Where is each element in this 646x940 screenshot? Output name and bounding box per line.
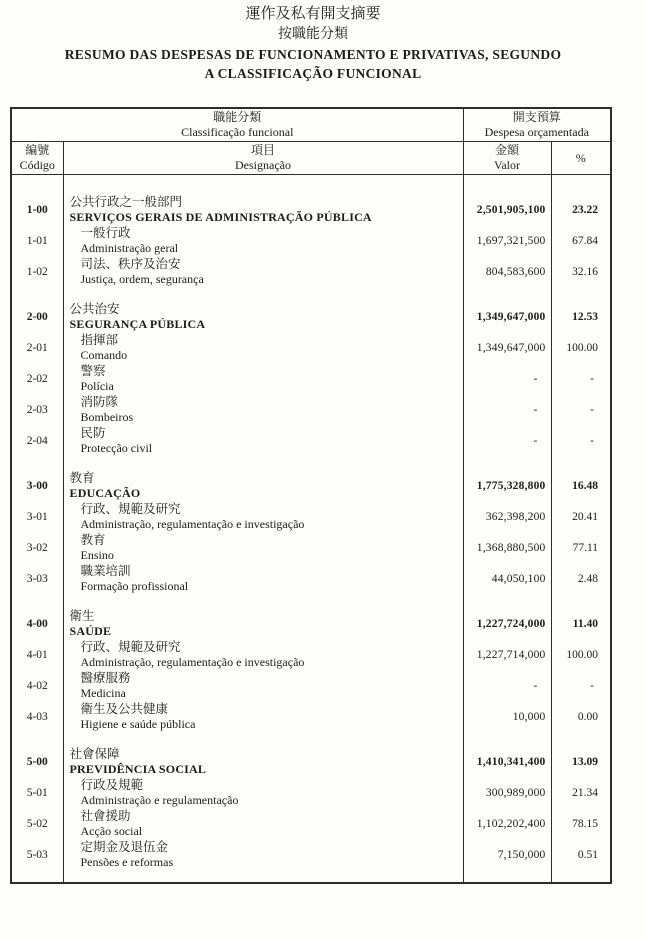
table-body (11, 175, 611, 884)
row-code: 4-02 (26, 679, 48, 692)
row-designation-zh: 消防隊 (80, 395, 119, 409)
row-designation-pt: SAÚDE (69, 624, 112, 638)
row-designation-pt: Administração, regulamentação e investigação (80, 655, 305, 669)
section-header-row (11, 456, 611, 501)
row-designation (63, 532, 463, 563)
row-amount: 1,227,724,000 (463, 594, 551, 639)
row-code: 3-01 (26, 510, 48, 523)
title-line-pt-2: A CLASSIFICAÇÃO FUNCIONAL (204, 66, 422, 82)
row-designation (63, 594, 463, 639)
header-classification-pt: Classificação funcional (181, 125, 294, 139)
row-designation-pt: EDUCAÇÃO (69, 486, 141, 500)
header-row-group (11, 108, 611, 142)
section-header-row (11, 287, 611, 332)
row-designation-zh: 定期金及退伍金 (80, 840, 169, 854)
table-row (11, 701, 611, 732)
table-row (11, 808, 611, 839)
row-percent: 20.41 (551, 501, 611, 532)
row-designation (63, 225, 463, 256)
row-amount: 1,349,647,000 (463, 287, 551, 332)
row-designation-zh: 教育 (69, 471, 95, 485)
row-code: 4-03 (26, 710, 48, 723)
row-percent: - (551, 670, 611, 701)
row-designation-zh: 社會援助 (80, 809, 131, 823)
row-code: 5-00 (26, 755, 48, 768)
row-designation-zh: 行政及規範 (80, 778, 144, 792)
row-code: 3-03 (26, 572, 48, 585)
header-designation (63, 142, 463, 175)
row-percent: 32.16 (551, 256, 611, 287)
row-designation-pt: Bombeiros (80, 410, 134, 424)
table-row (11, 670, 611, 701)
row-designation-pt: Administração, regulamentação e investigação (80, 517, 305, 531)
row-designation (63, 363, 463, 394)
row-designation-zh: 公共行政之一般部門 (69, 195, 183, 209)
row-designation-pt: Ensino (80, 548, 114, 562)
row-code: 4-01 (26, 648, 48, 661)
row-designation (63, 839, 463, 883)
row-designation (63, 456, 463, 501)
row-percent: 0.51 (551, 839, 611, 883)
row-designation-zh: 一般行政 (80, 226, 131, 240)
table-row (11, 225, 611, 256)
row-designation-pt: Administração e regulamentação (80, 793, 239, 807)
table-row (11, 256, 611, 287)
row-designation-pt: Acção social (80, 824, 143, 838)
header-code (11, 142, 63, 175)
section-header-row (11, 732, 611, 777)
row-amount: 362,398,200 (463, 501, 551, 532)
row-percent: 100.00 (551, 639, 611, 670)
header-percent: % (551, 142, 611, 175)
row-code: 2-01 (26, 341, 48, 354)
row-designation-zh: 行政、規範及研究 (80, 502, 181, 516)
row-percent: 21.34 (551, 777, 611, 808)
row-amount: - (463, 394, 551, 425)
row-amount: 1,349,647,000 (463, 332, 551, 363)
row-amount: 1,410,341,400 (463, 732, 551, 777)
row-percent: 13.09 (551, 732, 611, 777)
row-designation-pt: Administração geral (80, 241, 179, 255)
row-designation-pt: Comando (80, 348, 128, 362)
row-percent: - (551, 425, 611, 456)
row-percent: 77.11 (551, 532, 611, 563)
table-row (11, 532, 611, 563)
row-designation (63, 670, 463, 701)
header-amount (463, 142, 551, 175)
table-row (11, 639, 611, 670)
row-code: 2-00 (26, 310, 48, 323)
row-designation-pt: Higiene e saúde pública (80, 717, 196, 731)
header-budget-pt: Despesa orçamentada (484, 125, 589, 139)
row-percent: 23.22 (551, 175, 611, 226)
row-designation (63, 732, 463, 777)
header-amount-zh: 金額 (495, 143, 520, 157)
header-amount-pt: Valor (494, 158, 521, 172)
row-designation (63, 639, 463, 670)
row-percent: - (551, 363, 611, 394)
row-code: 2-03 (26, 403, 48, 416)
row-designation-pt: Protecção civil (80, 441, 153, 455)
row-percent: 11.40 (551, 594, 611, 639)
table-row (11, 332, 611, 363)
row-designation-pt: SERVIÇOS GERAIS DE ADMINISTRAÇÃO PÚBLICA (69, 210, 372, 224)
row-amount: 2,501,905,100 (463, 175, 551, 226)
row-designation (63, 287, 463, 332)
row-amount: - (463, 670, 551, 701)
table-row (11, 425, 611, 456)
row-percent: 78.15 (551, 808, 611, 839)
row-designation (63, 425, 463, 456)
row-code: 3-00 (26, 479, 48, 492)
table-row (11, 839, 611, 883)
row-designation-zh: 指揮部 (80, 333, 119, 347)
row-designation (63, 175, 463, 226)
row-code: 1-01 (26, 234, 48, 247)
row-designation-zh: 行政、規範及研究 (80, 640, 181, 654)
header-designation-zh: 項目 (251, 143, 276, 157)
table-row (11, 363, 611, 394)
row-designation-pt: Medicina (80, 686, 126, 700)
row-designation-pt: Justiça, ordem, segurança (80, 272, 204, 286)
row-code: 3-02 (26, 541, 48, 554)
table-row (11, 563, 611, 594)
header-designation-pt: Designação (235, 158, 291, 172)
table-row (11, 777, 611, 808)
row-designation-pt: Polícia (80, 379, 114, 393)
row-code: 5-01 (26, 786, 48, 799)
row-designation-zh: 警察 (80, 364, 106, 378)
row-designation-pt: SEGURANÇA PÚBLICA (69, 317, 206, 331)
row-amount: 1,697,321,500 (463, 225, 551, 256)
row-designation (63, 701, 463, 732)
row-code: 1-02 (26, 265, 48, 278)
row-amount: 10,000 (463, 701, 551, 732)
row-designation (63, 501, 463, 532)
row-percent: 12.53 (551, 287, 611, 332)
header-classification (11, 108, 463, 142)
title-block (5, 5, 621, 83)
row-amount: 44,050,100 (463, 563, 551, 594)
row-designation-pt: PREVIDÊNCIA SOCIAL (69, 762, 207, 776)
title-line-zh-2: 按職能分類 (278, 27, 348, 43)
row-percent: 0.00 (551, 701, 611, 732)
header-budget-zh: 開支預算 (512, 110, 561, 124)
row-designation-pt: Formação profissional (80, 579, 189, 593)
row-code: 2-02 (26, 372, 48, 385)
table-row (11, 501, 611, 532)
row-amount: 1,102,202,400 (463, 808, 551, 839)
row-amount: 300,989,000 (463, 777, 551, 808)
row-amount: - (463, 425, 551, 456)
row-code: 4-00 (26, 617, 48, 630)
row-percent: 67.84 (551, 225, 611, 256)
row-percent: 2.48 (551, 563, 611, 594)
header-row-columns (11, 142, 611, 175)
row-designation-zh: 醫療服務 (80, 671, 131, 685)
row-designation (63, 808, 463, 839)
row-percent: - (551, 394, 611, 425)
row-amount: 1,775,328,800 (463, 456, 551, 501)
row-code: 2-04 (26, 434, 48, 447)
row-amount: 1,227,714,000 (463, 639, 551, 670)
row-designation (63, 394, 463, 425)
row-amount: 804,583,600 (463, 256, 551, 287)
row-amount: 1,368,880,500 (463, 532, 551, 563)
row-code: 5-02 (26, 817, 48, 830)
row-amount: 7,150,000 (463, 839, 551, 883)
row-designation (63, 563, 463, 594)
title-line-zh-1: 運作及私有開支摘要 (245, 6, 381, 22)
row-code: 5-03 (26, 848, 48, 861)
row-designation-zh: 民防 (80, 426, 106, 440)
row-amount: - (463, 363, 551, 394)
row-designation-zh: 社會保障 (69, 747, 120, 761)
row-percent: 100.00 (551, 332, 611, 363)
budget-table (10, 107, 612, 884)
table-header (11, 108, 611, 175)
row-designation-pt: Pensões e reformas (80, 855, 174, 869)
row-percent: 16.48 (551, 456, 611, 501)
row-designation-zh: 衛生 (69, 609, 95, 623)
row-designation (63, 256, 463, 287)
header-budget (463, 108, 611, 142)
section-header-row (11, 594, 611, 639)
table-row (11, 394, 611, 425)
section-header-row (11, 175, 611, 226)
row-designation (63, 777, 463, 808)
row-designation-zh: 公共治安 (69, 302, 120, 316)
row-designation-zh: 衛生及公共健康 (80, 702, 169, 716)
header-code-zh: 編號 (25, 143, 50, 157)
row-designation-zh: 司法、秩序及治安 (80, 257, 181, 271)
row-designation (63, 332, 463, 363)
row-code: 1-00 (26, 203, 48, 216)
title-line-pt-1: RESUMO DAS DESPESAS DE FUNCIONAMENTO E PRIVATIVAS, SEGUNDO (64, 47, 562, 63)
header-classification-zh: 職能分類 (213, 110, 262, 124)
row-designation-zh: 職業培訓 (80, 564, 131, 578)
header-code-pt: Código (19, 158, 55, 172)
row-designation-zh: 教育 (80, 533, 106, 547)
